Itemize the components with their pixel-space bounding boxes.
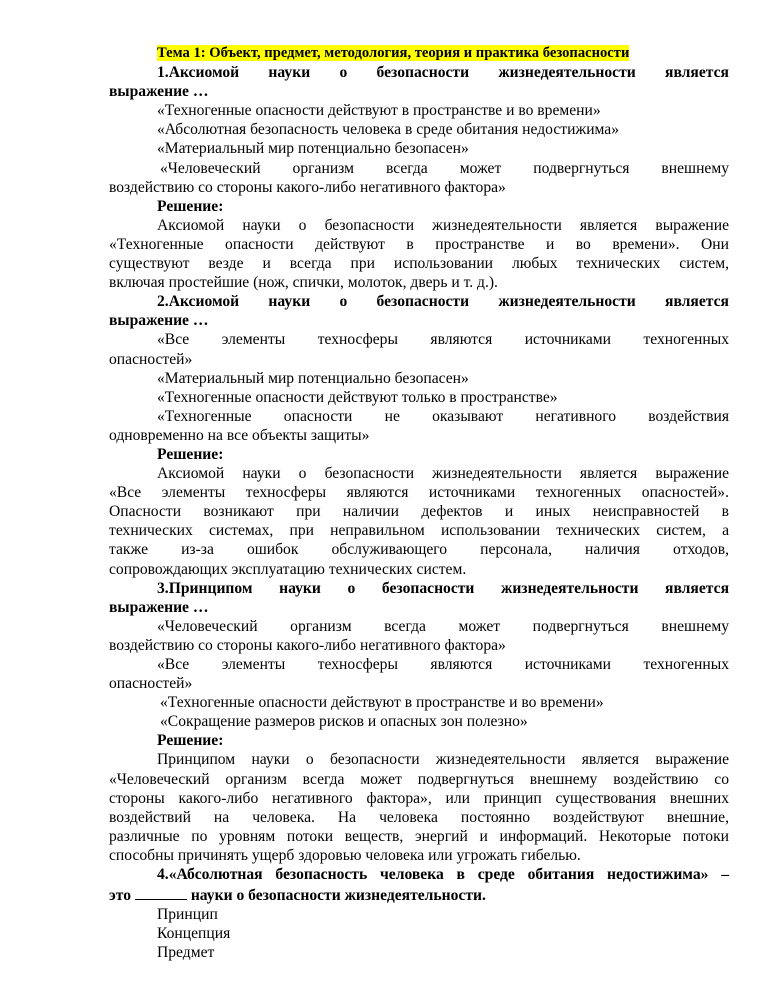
q3-option-1: «Человеческий организм всегда может подвергнуться внешнему: [157, 617, 729, 635]
q1-solution-line: «Техногенные опасности действуют в пространстве и во времени». Они: [109, 235, 729, 253]
q1-option-3: «Материальный мир потенциально безопасен»: [157, 140, 469, 158]
q2-solution-line: «Все элементы техносферы являются источниками техногенных опасностей».: [109, 484, 729, 502]
q2-heading-cont: выражение …: [109, 312, 209, 330]
q1-heading-cont: выражение …: [109, 83, 209, 101]
q1-solution-line: включая простейшие (нож, спички, молоток, дверь и т. д.).: [109, 274, 498, 292]
q4-heading: 4.«Абсолютная безопасность человека в среде обитания недостижима» –: [157, 866, 729, 884]
q3-solution-line: «Человеческий организм всегда может подвергнуться внешнему воздействию со: [109, 770, 729, 788]
q2-solution-line: сопровождающих эксплуатацию технических систем.: [109, 560, 467, 578]
q2-heading: 2.Аксиомой науки о безопасности жизнедеятельности является: [157, 293, 729, 311]
document-page: [109, 43, 729, 963]
q1-option-4-cont: воздействию со стороны какого-либо негативного фактора»: [109, 178, 506, 196]
q2-option-4-cont: одновременно на все объекты защиты»: [109, 426, 370, 444]
q2-option-4: «Техногенные опасности не оказывают негативного воздействия: [157, 407, 729, 425]
q1-option-2: «Абсолютная безопасность человека в среде обитания недостижима»: [157, 121, 620, 139]
q4-heading-suffix: науки о безопасности жизнедеятельности.: [190, 887, 486, 905]
q1-solution-line: Аксиомой науки о безопасности жизнедеятельности является выражение: [157, 216, 729, 234]
q3-solution-label: Решение:: [157, 732, 224, 750]
q2-solution-line: Опасности возникают при наличии дефектов и иных неисправностей в: [109, 503, 729, 521]
q3-option-4: «Сокращение размеров рисков и опасных зон полезно»: [160, 713, 528, 731]
q3-option-2: «Все элементы техносферы являются источниками техногенных: [157, 656, 729, 673]
q4-option-1: Принцип: [157, 906, 218, 924]
topic-title: Тема 1: Объект, предмет, методология, теория и практика безопасности: [157, 45, 630, 61]
q3-solution-line: стороны какого-либо негативного фактора», или принцип существования внешних: [109, 789, 729, 807]
q3-solution-line: способны причинять ущерб здоровью человека или угрожать гибелью.: [109, 846, 581, 864]
q1-heading: 1.Аксиомой науки о безопасности жизнедеятельности является: [157, 64, 729, 82]
q2-option-3: «Техногенные опасности действуют только в пространстве»: [157, 388, 558, 406]
q1-option-1: «Техногенные опасности действуют в пространстве и во времени»: [157, 102, 601, 120]
topic-title-line: [109, 43, 729, 63]
q4-heading-cont: [109, 884, 729, 905]
q3-solution-line: различные по уровням потоки веществ, энергий и информаций. Некоторые потоки: [109, 827, 729, 845]
q3-solution-line: Принципом науки о безопасности жизнедеятельности является выражение: [157, 751, 729, 769]
q2-solution-line: Аксиомой науки о безопасности жизнедеятельности является выражение: [157, 465, 729, 483]
q3-option-1-cont: воздействию со стороны какого-либо негативного фактора»: [109, 636, 506, 654]
q4-heading-prefix: это: [109, 887, 131, 905]
q1-option-4: «Человеческий организм всегда может подвергнуться внешнему: [160, 159, 729, 177]
q2-solution-line: также из-за ошибок обслуживающего персонала, наличия отходов,: [109, 541, 729, 559]
q3-option-2-cont: опасностей»: [109, 675, 193, 693]
q2-solution-line: технических системах, при неправильном использовании технических систем, а: [109, 522, 729, 540]
q4-option-2: Концепция: [157, 925, 231, 943]
q2-solution-label: Решение:: [157, 445, 224, 463]
q2-option-1: «Все элементы техносферы являются источниками техногенных: [157, 331, 729, 349]
q4-option-3: Предмет: [157, 944, 215, 962]
q3-option-3: «Техногенные опасности действуют в пространстве и во времени»: [160, 694, 604, 712]
q4-answer-blank: [135, 884, 187, 900]
q1-solution-line: существуют везде и всегда при использовании любых технических систем,: [109, 255, 729, 273]
q3-heading: 3.Принципом науки о безопасности жизнедеятельности является: [157, 579, 729, 597]
q3-solution-line: воздействий на человека. На человека постоянно воздействуют внешние,: [109, 808, 729, 826]
q1-solution-label: Решение:: [157, 197, 224, 215]
q2-option-1-cont: опасностей»: [109, 350, 193, 368]
q3-heading-cont: выражение …: [109, 598, 209, 616]
q2-option-2: «Материальный мир потенциально безопасен»: [157, 369, 469, 387]
